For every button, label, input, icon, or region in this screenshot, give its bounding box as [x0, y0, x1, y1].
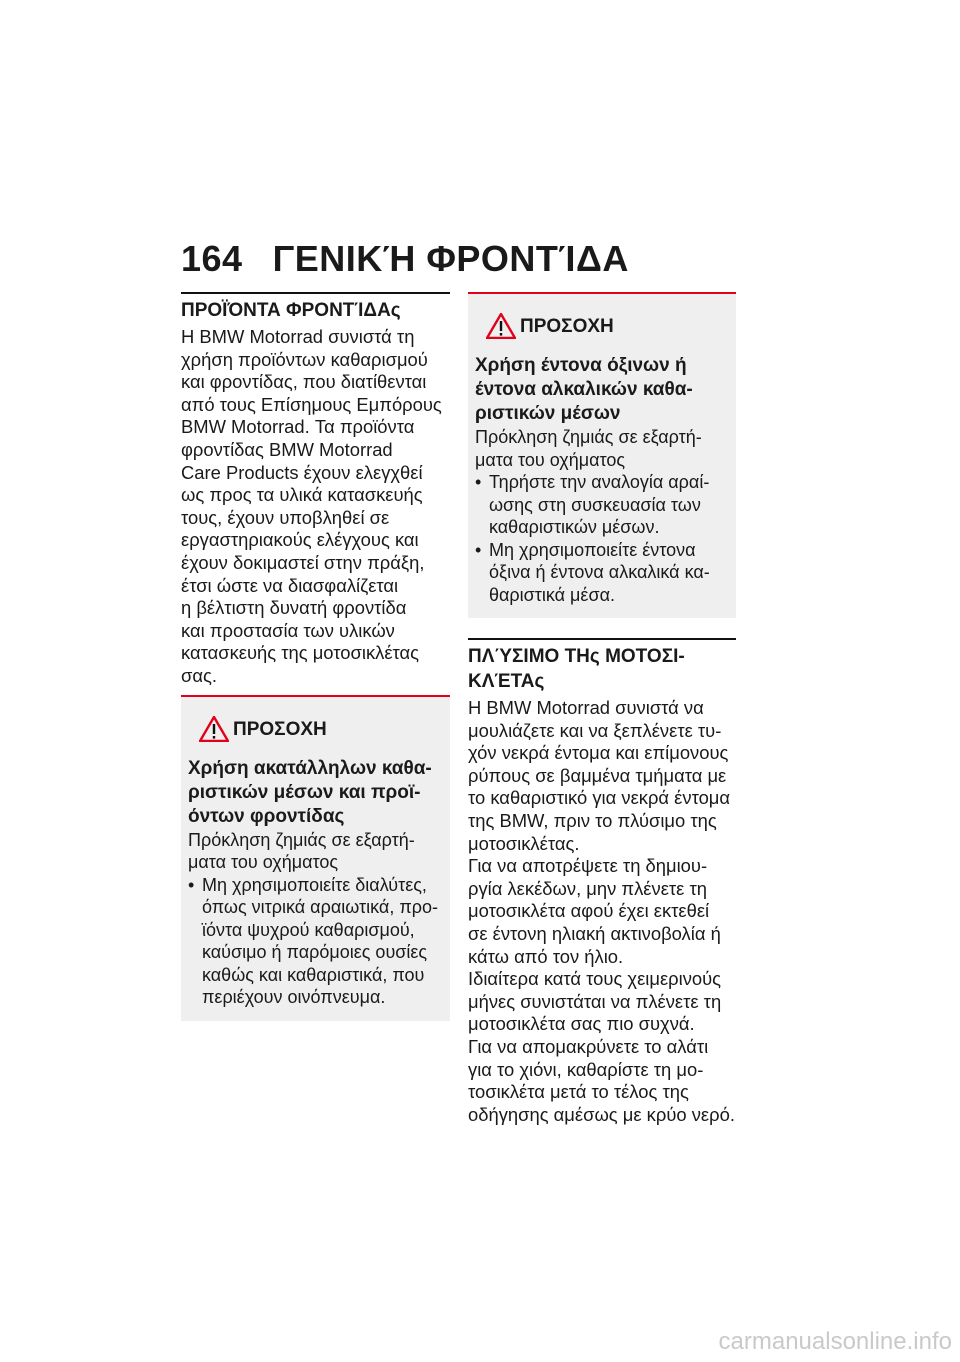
page-header [181, 238, 629, 280]
right-column [468, 292, 736, 1126]
warning-bullet [181, 874, 450, 1009]
page-number: 164 [181, 238, 243, 279]
bullet-dot: • [475, 539, 482, 560]
bullet-dot: • [188, 874, 195, 895]
warning-box-unsuitable-cleaners [181, 697, 450, 1021]
warning-title: Χρήση έντονα όξινων ή έντονα αλκαλικών καθα- ριστικών μέσων [475, 355, 693, 424]
warning-label: ΠΡΟΣΟΧΗ [520, 316, 614, 337]
warning-bullet [468, 539, 736, 607]
warning-consequence: Πρόκληση ζημιάς σε εξαρτή- ματα του οχήματος [475, 427, 702, 470]
left-column [181, 292, 450, 1021]
warning-triangle-icon [199, 716, 229, 742]
warning-consequence: Πρόκληση ζημιάς σε εξαρτή- ματα του οχήματος [188, 829, 415, 872]
bullet-text: Μη χρησιμοποιείτε διαλύτες, όπως νιτρικά αραιωτικά, προ- ϊόντα ψυχρού καθαρισμού, καύσιμο ή παρόμοιες ουσίες καθώς και καθαριστικά, που περιέχουν οινόπνευμα. [202, 874, 438, 1007]
warning-header [181, 697, 450, 757]
bullet-text: Τηρήστε την αναλογία αραί- ωσης στη συσκευασία των καθαριστικών μέσων. [489, 472, 710, 537]
warning-label: ΠΡΟΣΟΧΗ [233, 718, 327, 740]
warning-title: Χρήση ακατάλληλων καθα- ριστικών μέσων και προϊ- όντων φροντίδας [188, 757, 432, 827]
section-title-care-products: ΠΡΟΪΌΝΤΑ ΦΡΟΝΤΊΔΑς [181, 300, 401, 321]
care-products-text: Η BMW Motorrad συνιστά τη χρήση προϊόντων καθαρισμού και φροντίδας, που διατίθενται από τους Επίσημους Εμπόρους BMW Motorrad. Τα προϊόντα φροντίδας BMW Motorrad Care Products έχουν ελεγχθεί ως προς τα υλικά κατασκευής τους, έχουν υποβληθεί σε εργαστηριακούς ελέγχους και έχουν δοκιμαστεί στην πράξη, έτσι ώστε να διασφαλίζεται η βέλτιστη δυνατή φροντίδα και προστασία των υλικών κατασκευής της μοτοσικλέτας σας. [181, 326, 442, 686]
watermark: carmanualsonline.info [718, 1328, 952, 1355]
bullet-dot: • [475, 472, 482, 492]
warning-box-acid-alkaline [468, 292, 736, 618]
warning-header [468, 294, 736, 354]
washing-text: Η BMW Motorrad συνιστά να μουλιάζετε και να ξεπλένετε τυ- χόν νεκρά έντομα και επίμονους ρύπους σε βαμμένα τμήματα με το καθαριστικό για νεκρά έντομα της BMW, πριν το πλύσιμο της μοτοσικλέτας. Για να αποτρέψετε τη δημιου- ργία λεκέδων, μην πλένετε τη μοτοσικλέτα αφού έχει εκτεθεί σε έντονη ηλιακή ακτινοβολία ή κάτω από τον ήλιο. Ιδιαίτερα κατά τους χειμερινούς μήνες συνιστάται να πλένετε τη μοτοσικλέτα σας πιο συχνά. Για να απομακρύνετε το αλάτι για το χιόνι, καθαρίστε τη μο- τοσικλέτα μετά το τέλος της οδήγησης αμέσως με κρύο νερό. [468, 697, 735, 1125]
section-divider [181, 292, 450, 294]
warning-triangle-icon [486, 313, 516, 339]
section-divider [468, 638, 736, 640]
section-title-washing: ΠΛΎΣΙΜΟ ΤΗς ΜΟΤΟΣΙ- ΚΛΈΤΑς [468, 646, 685, 692]
warning-bullet [468, 471, 736, 539]
chapter-title: ΓΕΝΙΚΉ ΦΡΟΝΤΊΔΑ [272, 238, 629, 279]
bullet-text: Μη χρησιμοποιείτε έντονα όξινα ή έντονα αλκαλικά κα- θαριστικά μέσα. [489, 539, 710, 605]
